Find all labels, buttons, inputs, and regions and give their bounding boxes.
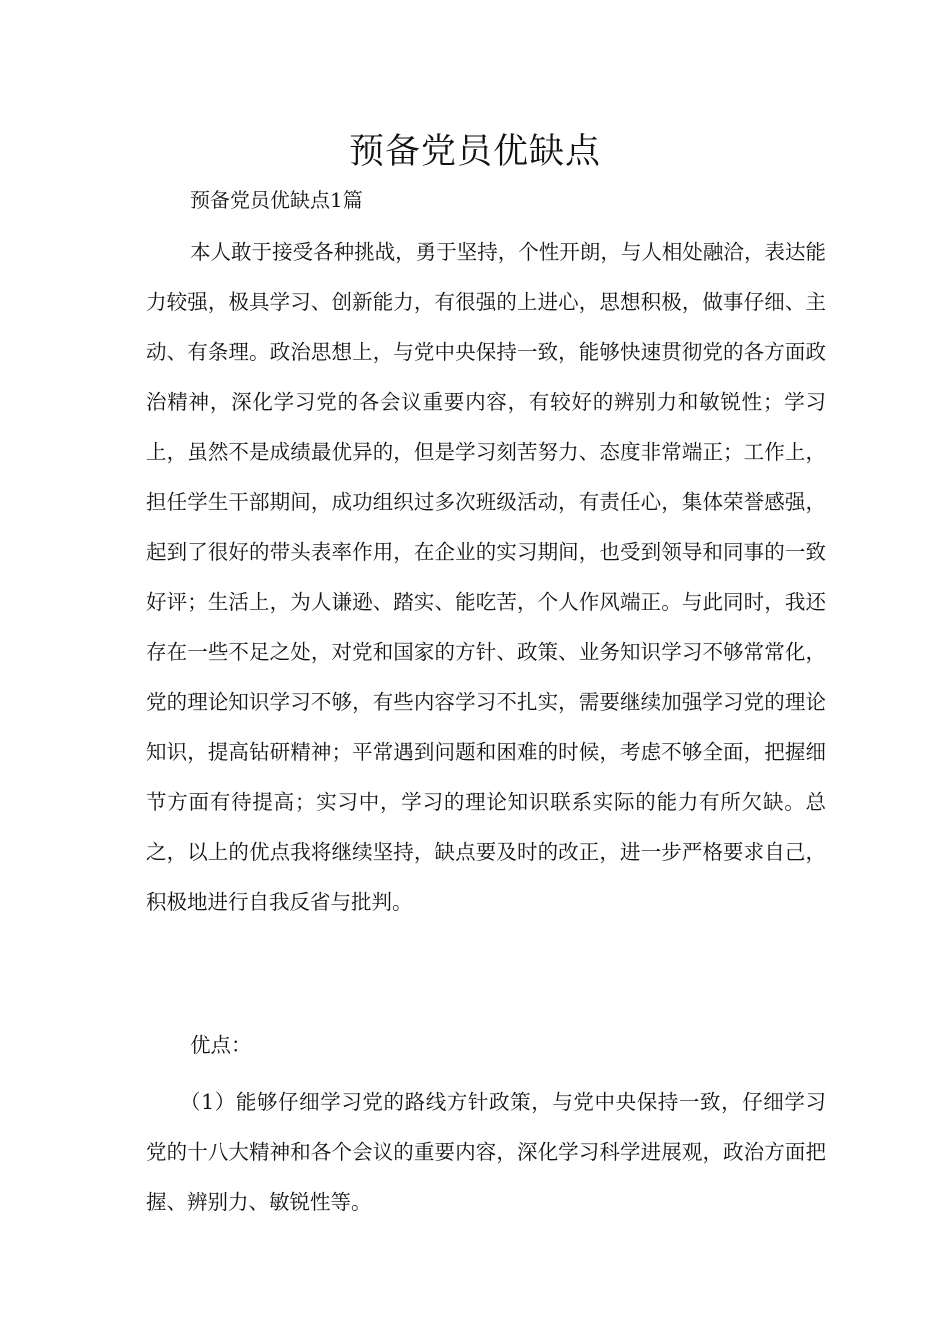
document-title: 预备党员优缺点: [348, 132, 601, 172]
merit-item-1: （1）能够仔细学习党的路线方针政策，与党中央保持一致，仔细学习党的十八大精神和各个会议的重要内容，深化学习科学进展观，政治方面把握、辨别力、敏锐性等。: [146, 1090, 826, 1214]
merits-heading: 优点：: [190, 1033, 252, 1057]
paragraph-self-assessment: 本人敢于接受各种挑战，勇于坚持，个性开朗，与人相处融洽，表达能力较强，极具学习、创新能力，有很强的上进心，思想积极，做事仔细、主动、有条理。政治思想上，与党中央保持一致，能够快速贯彻党的各方面政治精神，深化学习党的各会议重要内容，有较好的辨别力和敏锐性；学习上，虽然不是成绩最优异的，但是学习刻苦努力、态度非常端正；工作上，担任学生干部期间，成功组织过多次班级活动，有责任心，集体荣誉感强，起到了很好的带头表率作用，在企业的实习期间，也受到领导和同事的一致好评；生活上，为人谦逊、踏实、能吃苦，个人作风端正。与此同时，我还存在一些不足之处，对党和国家的方针、政策、业务知识学习不够常常化，党的理论知识学习不够，有些内容学习不扎实，需要继续加强学习党的理论知识，提高钻研精神；平常遇到问题和困难的时候，考虑不够全面，把握细节方面有待提高；实习中，学习的理论知识联系实际的能力有所欠缺。总之，以上的优点我将继续坚持，缺点要及时的改正，进一步严格要求自己，积极地进行自我反省与批判。: [146, 240, 826, 914]
document-subtitle: 预备党员优缺点1篇: [190, 188, 363, 212]
